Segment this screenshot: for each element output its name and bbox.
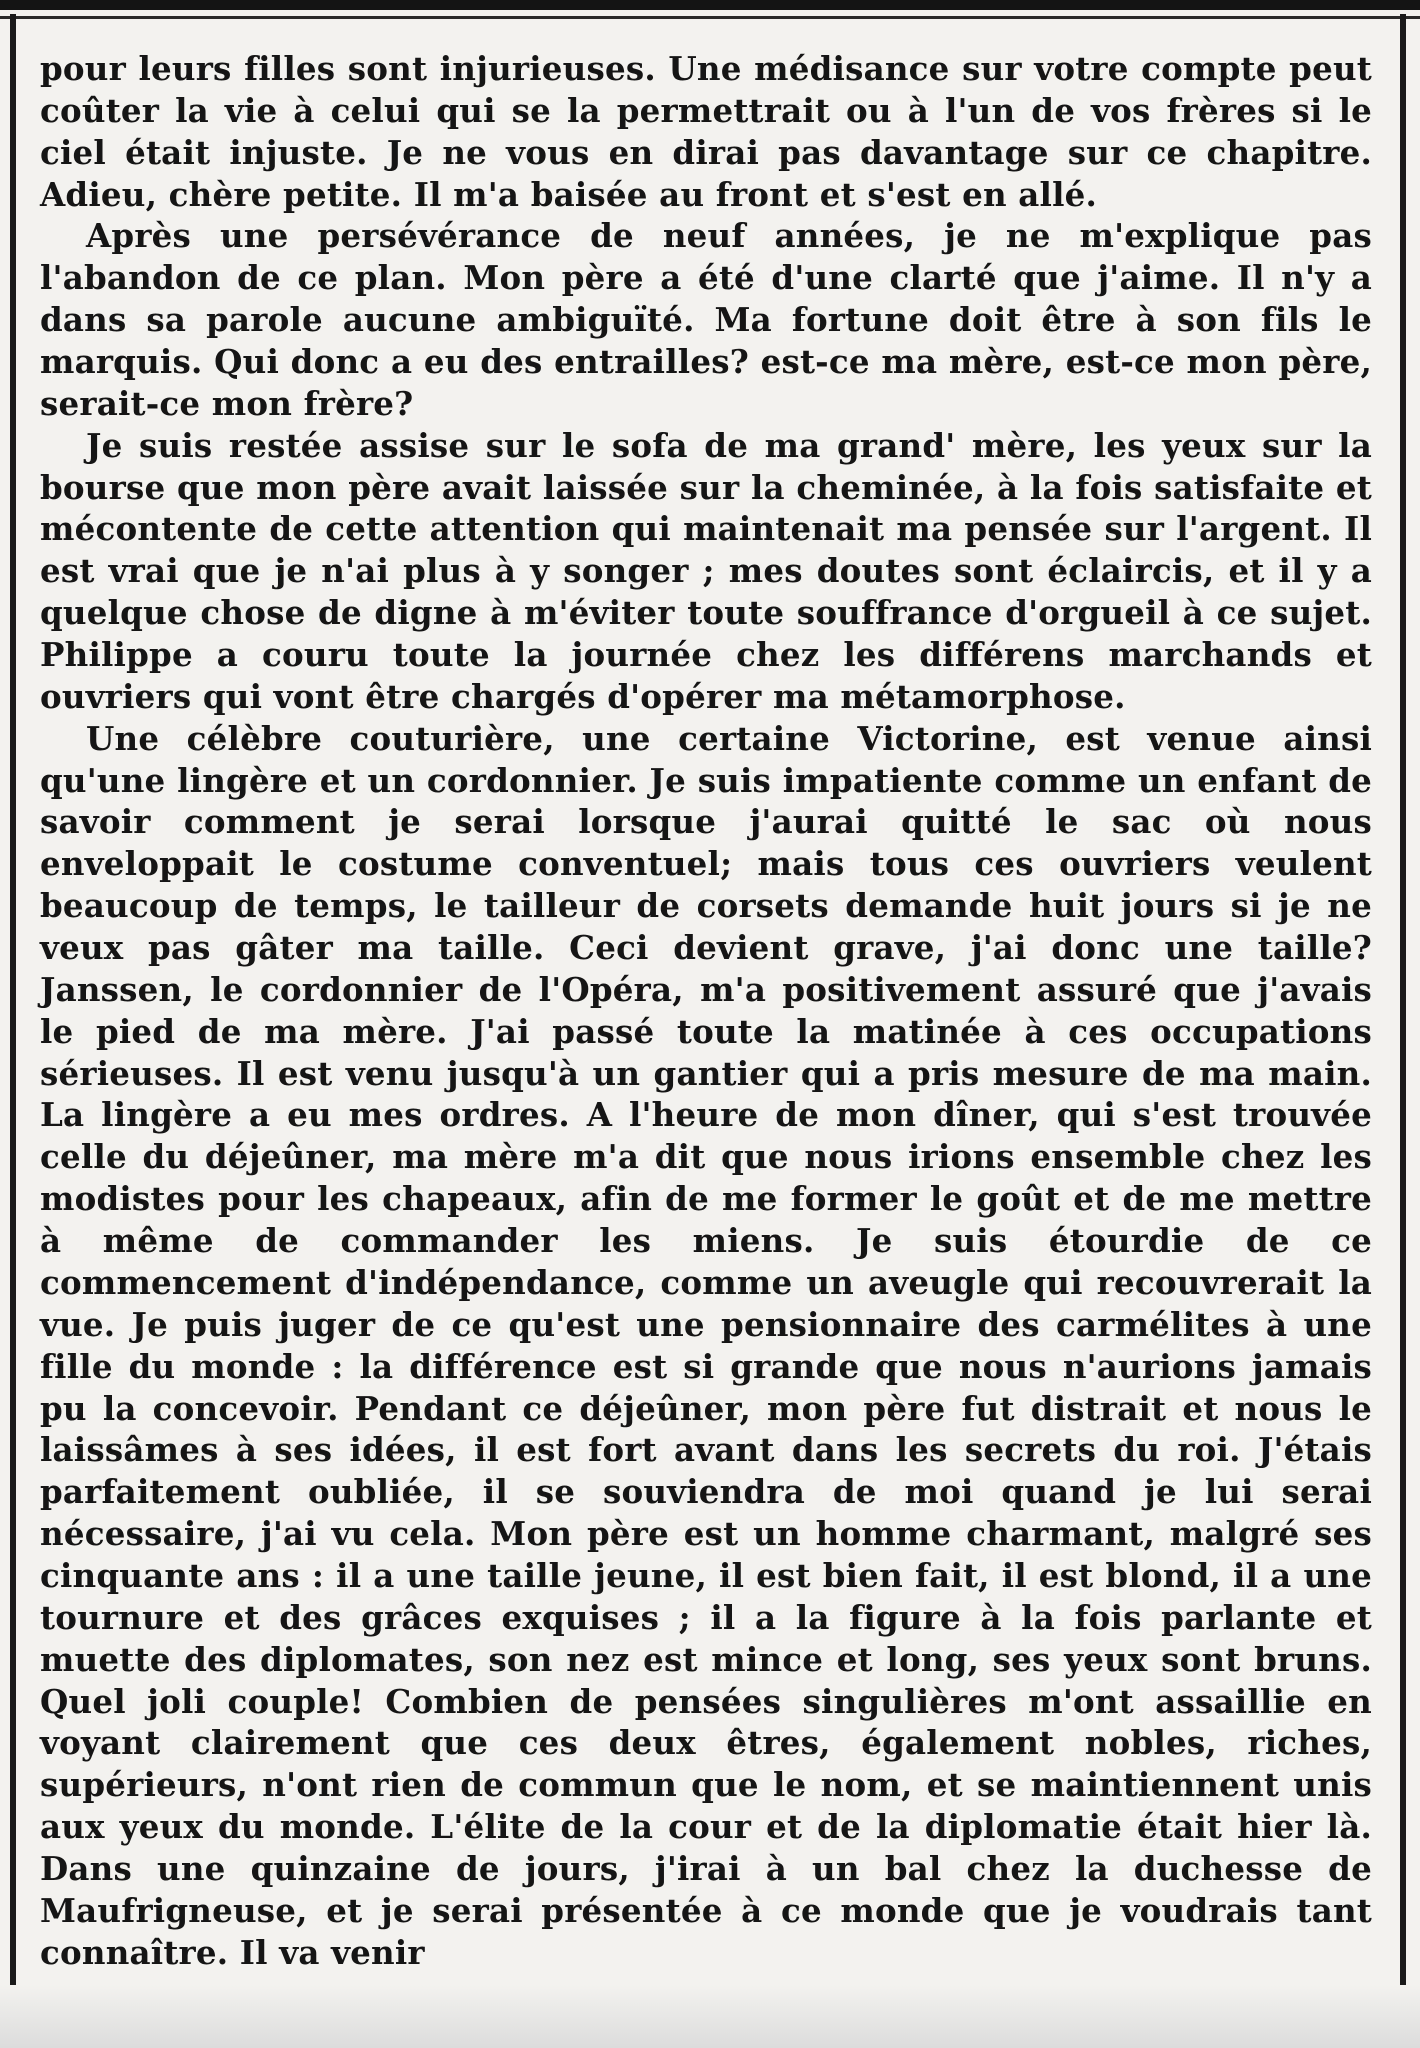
left-column-rule — [10, 14, 16, 2004]
text-column — [40, 48, 1372, 1974]
paragraph: pour leurs filles sont injurieuses. Une médisance sur votre compte peut coûter la vie à celui qui se la permettrait ou à l'un de vos frères si le ciel était injuste. Je ne vous en dirai pas davantage sur ce chapitre. Adieu, chère petite. Il m'a baisée au front et s'est en allé. — [40, 49, 1372, 214]
page-bottom-margin — [0, 1985, 1420, 2048]
paragraph: Je suis restée assise sur le sofa de ma grand' mère, les yeux sur la bourse que mon père avait laissée sur la cheminée, à la fois satisfaite et mécontente de cette attention qui maintenait ma pensée sur l'argent. Il est vrai que je n'ai plus à y songer ; mes doutes sont éclaircis, et il y a quelque chose de digne à m'éviter toute souffrance d'orgueil à ce sujet. Philippe a couru toute la journée chez les différens marchands et ouvriers qui vont être chargés d'opérer ma métamorphose. — [40, 425, 1372, 716]
paragraph: Une célèbre couturière, une certaine Victorine, est venue ainsi qu'une lingère et un cordonnier. Je suis impatiente comme un enfant de savoir comment je serai lorsque j'aurai quitté le sac où nous enveloppait le costume conventuel; mais tous ces ouvriers veulent beaucoup de temps, le tailleur de corsets demande huit jours si je ne veux pas gâter ma taille. Ceci devient grave, j'ai donc une taille? Janssen, le cordonnier de l'Opéra, m'a positivement assuré que j'avais le pied de ma mère. J'ai passé toute la matinée à ces occupations sérieuses. Il est venu jusqu'à un gantier qui a pris mesure de ma main. La lingère a eu mes ordres. A l'heure de mon dîner, qui s'est trouvée celle du déjeûner, ma mère m'a dit que nous irions ensemble chez les modistes pour les chapeaux, afin de me former le goût et de me mettre à même de commander les miens. Je suis étourdie de ce commencement d'indépendance, comme un aveugle qui recouvrerait la vue. Je puis juger de ce qu'est une pensionnaire des carmélites à une fille du monde : la différence est si grande que nous n'aurions jamais pu la concevoir. Pendant ce déjeûner, mon père fut distrait et nous le laissâmes à ses idées, il est fort avant dans les secrets du roi. J'étais parfaitement oubliée, il se souviendra de moi quand je lui serai nécessaire, j'ai vu cela. Mon père est un homme charmant, malgré ses cinquante ans : il a une taille jeune, il est bien fait, il est blond, il a une tournure et des grâces exquises ; il a la figure à la fois parlante et muette des diplomates, son nez est mince et long, ses yeux sont bruns. Quel joli couple! Combien de pensées singulières m'ont assaillie en voyant clairement que ces deux êtres, également nobles, riches, supérieurs, n'ont rien de commun que le nom, et se maintiennent unis aux yeux du monde. L'élite de la cour et de la diplomatie était hier là. Dans une quinzaine de jours, j'irai à un bal chez la duchesse de Maufrigneuse, et je serai présentée à ce monde que je voudrais tant connaître. Il va venir — [40, 718, 1372, 1972]
paragraph: Après une persévérance de neuf années, je ne m'explique pas l'abandon de ce plan. Mon père a été d'une clarté que j'aime. Il n'y a dans sa parole aucune ambiguïté. Ma fortune doit être à son fils le marquis. Qui donc a eu des entrailles? est-ce ma mère, est-ce mon père, serait-ce mon frère? — [40, 216, 1372, 423]
right-column-rule — [1400, 14, 1406, 2004]
top-rule — [0, 0, 1420, 10]
top-rule-thin — [0, 16, 1420, 19]
